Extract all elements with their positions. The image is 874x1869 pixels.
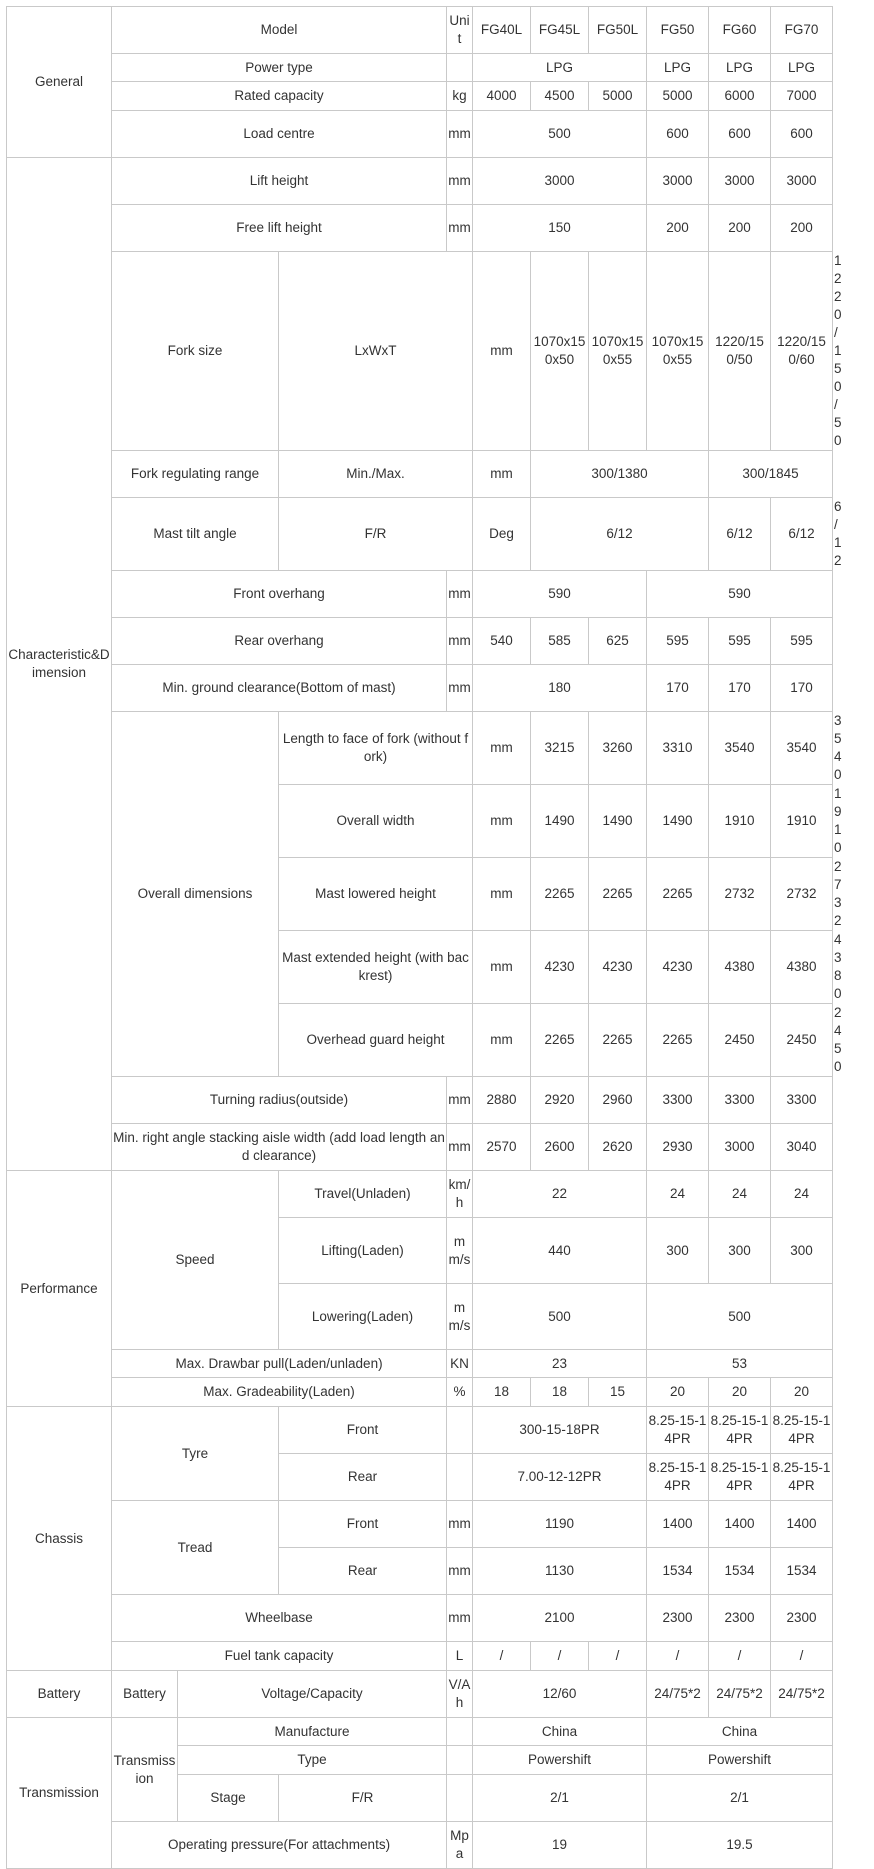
- value-cell: 1490: [531, 785, 589, 858]
- value-cell: LPG: [473, 54, 647, 82]
- spec-row: [7, 665, 833, 712]
- value-cell: LPG: [647, 54, 709, 82]
- unit-cell: [447, 1775, 473, 1822]
- value-cell: 1190: [473, 1501, 647, 1548]
- spec-label: Rear overhang: [112, 618, 447, 665]
- value-cell: 3000: [709, 1124, 771, 1171]
- value-cell: China: [473, 1718, 647, 1746]
- unit-cell: km/h: [447, 1171, 473, 1218]
- value-cell: 2620: [589, 1124, 647, 1171]
- value-cell: 595: [771, 618, 833, 665]
- value-cell: 2/1: [473, 1775, 647, 1822]
- unit-cell: Unit: [447, 7, 473, 54]
- value-cell: 1910: [771, 785, 833, 858]
- value-cell: 24: [709, 1171, 771, 1218]
- unit-cell: mm: [447, 571, 473, 618]
- spec-label: Power type: [112, 54, 447, 82]
- spec-row: [7, 1407, 833, 1454]
- value-cell: 625: [589, 618, 647, 665]
- value-cell: 1070x150x55: [589, 252, 647, 451]
- value-cell: /: [709, 1642, 771, 1671]
- spec-label: Wheelbase: [112, 1595, 447, 1642]
- value-cell: 1490: [589, 785, 647, 858]
- spec-label: Lift height: [112, 158, 447, 205]
- value-cell: 1220/150/60: [771, 252, 833, 451]
- value-cell: 170: [709, 665, 771, 712]
- value-cell: 8.25-15-14PR: [647, 1454, 709, 1501]
- model-header: FG60: [709, 7, 771, 54]
- value-cell: 150: [473, 205, 647, 252]
- value-cell: 300-15-18PR: [473, 1407, 647, 1454]
- value-cell: 2265: [531, 1004, 589, 1077]
- spec-sublabel: Rear: [279, 1548, 447, 1595]
- unit-cell: mm: [473, 712, 531, 785]
- spec-sublabel: Mast lowered height: [279, 858, 473, 931]
- spec-row: [7, 618, 833, 665]
- spec-table-body: [7, 7, 842, 1869]
- value-cell: 6/12: [531, 498, 709, 571]
- value-cell: 24: [647, 1171, 709, 1218]
- value-cell: 200: [771, 205, 833, 252]
- spec-label: Min. ground clearance(Bottom of mast): [112, 665, 447, 712]
- spec-sublabel: Voltage/Capacity: [178, 1671, 447, 1718]
- value-cell: 3000: [473, 158, 647, 205]
- value-cell: 8.25-15-14PR: [709, 1407, 771, 1454]
- value-cell: 4000: [473, 82, 531, 111]
- value-cell: 600: [709, 111, 771, 158]
- value-cell: 180: [473, 665, 647, 712]
- spec-sublabel: Travel(Unladen): [279, 1171, 447, 1218]
- value-cell: 20: [771, 1378, 833, 1407]
- value-cell: LPG: [771, 54, 833, 82]
- spec-row: Fork size LxWxT mm 1070x150x50 1070x150x55 1070x150x55 1220/150/50 1220/150/60 1220/150/50: [7, 252, 833, 451]
- unit-cell: mm: [473, 451, 531, 498]
- value-cell: 20: [709, 1378, 771, 1407]
- value-cell: 23: [473, 1350, 647, 1378]
- spec-row: Overall dimensions Length to face of fork (without fork) mm 3215 3260 3310 3540 3540 3540: [7, 712, 833, 785]
- value-cell: 300: [771, 1218, 833, 1284]
- value-cell: 2265: [531, 858, 589, 931]
- spec-sublabel: Mast extended height (with backrest): [279, 931, 473, 1004]
- spec-sublabel: Min./Max.: [279, 451, 473, 498]
- value-cell: 500: [647, 1284, 833, 1350]
- value-cell: 3215: [531, 712, 589, 785]
- unit-cell: L: [447, 1642, 473, 1671]
- value-cell: 590: [647, 571, 833, 618]
- value-cell: 1534: [771, 1548, 833, 1595]
- unit-cell: [447, 1454, 473, 1501]
- value-cell: 2450: [709, 1004, 771, 1077]
- spec-table: [6, 6, 842, 1869]
- value-cell: 1910: [709, 785, 771, 858]
- value-cell: 2100: [473, 1595, 647, 1642]
- spec-sublabel: Stage: [178, 1775, 279, 1822]
- unit-cell: KN: [447, 1350, 473, 1378]
- value-cell: 24/75*2: [709, 1671, 771, 1718]
- value-cell: 440: [473, 1218, 647, 1284]
- spec-row: [7, 451, 833, 498]
- value-cell: 540: [473, 618, 531, 665]
- spec-row: [7, 1124, 833, 1171]
- spec-label: Model: [112, 7, 447, 54]
- spec-label: Min. right angle stacking aisle width (add load length and clearance): [112, 1124, 447, 1171]
- value-cell: 300/1380: [531, 451, 709, 498]
- spec-sublabel: LxWxT: [279, 252, 473, 451]
- value-cell: 170: [771, 665, 833, 712]
- section-general: General: [7, 7, 112, 158]
- spec-row: [7, 1171, 833, 1218]
- value-cell: 300/1845: [709, 451, 833, 498]
- value-cell: 1490: [647, 785, 709, 858]
- spec-label: Fuel tank capacity: [112, 1642, 447, 1671]
- value-cell: 8.25-15-14PR: [647, 1407, 709, 1454]
- section-characteristic-dimension: Characteristic&Dimension: [7, 158, 112, 1171]
- spec-label: Tyre: [112, 1407, 279, 1501]
- unit-cell: mm: [447, 1077, 473, 1124]
- unit-cell: mm: [473, 785, 531, 858]
- value-cell: 3540: [771, 712, 833, 785]
- value-cell: 3000: [647, 158, 709, 205]
- value-cell: 2732: [771, 858, 833, 931]
- value-cell: 18: [531, 1378, 589, 1407]
- spec-row: [7, 1718, 833, 1746]
- value-cell: 500: [473, 1284, 647, 1350]
- value-cell: 2300: [709, 1595, 771, 1642]
- value-cell: 6/12: [771, 498, 833, 571]
- spec-label: Fork size: [112, 252, 279, 451]
- value-cell: 300: [709, 1218, 771, 1284]
- value-cell: /: [531, 1642, 589, 1671]
- value-cell: /: [473, 1642, 531, 1671]
- unit-cell: V/Ah: [447, 1671, 473, 1718]
- value-cell: 5000: [589, 82, 647, 111]
- spec-sublabel: Lowering(Laden): [279, 1284, 447, 1350]
- spec-row: [7, 1595, 833, 1642]
- unit-cell: Mpa: [447, 1822, 473, 1869]
- value-cell: 2600: [531, 1124, 589, 1171]
- value-cell: 8.25-15-14PR: [771, 1454, 833, 1501]
- value-cell: 2265: [647, 1004, 709, 1077]
- value-cell: 7.00-12-12PR: [473, 1454, 647, 1501]
- value-cell: 8.25-15-14PR: [709, 1454, 771, 1501]
- spec-row: [7, 1077, 833, 1124]
- value-cell: 3040: [771, 1124, 833, 1171]
- value-cell: /: [589, 1642, 647, 1671]
- value-cell: 1220/150/50: [709, 252, 771, 451]
- unit-cell: mm: [447, 1595, 473, 1642]
- value-cell: 6000: [709, 82, 771, 111]
- model-header: FG45L: [531, 7, 589, 54]
- value-cell: 12/60: [473, 1671, 647, 1718]
- unit-cell: mm: [447, 158, 473, 205]
- value-cell: 3000: [709, 158, 771, 205]
- section-performance: Performance: [7, 1171, 112, 1407]
- value-cell: 22: [473, 1171, 647, 1218]
- value-cell: /: [771, 1642, 833, 1671]
- value-cell: 6/12: [709, 498, 771, 571]
- spec-row: Mast extended height (with backrest) mm 4230 4230 4230 4380 4380 4380: [7, 931, 833, 1004]
- value-cell: 3300: [647, 1077, 709, 1124]
- value-cell: 4230: [531, 931, 589, 1004]
- unit-cell: mm: [447, 1548, 473, 1595]
- value-cell: 7000: [771, 82, 833, 111]
- model-header: FG50: [647, 7, 709, 54]
- value-cell: 595: [709, 618, 771, 665]
- spec-row: [7, 158, 833, 205]
- unit-cell: [447, 54, 473, 82]
- value-cell: 2/1: [647, 1775, 833, 1822]
- unit-cell: [447, 1407, 473, 1454]
- value-cell: 4380: [709, 931, 771, 1004]
- section-chassis: Chassis: [7, 1407, 112, 1671]
- value-cell: 4230: [647, 931, 709, 1004]
- value-cell: Powershift: [473, 1746, 647, 1775]
- value-cell: 1534: [647, 1548, 709, 1595]
- spec-row: [7, 111, 833, 158]
- value-cell: 20: [647, 1378, 709, 1407]
- value-cell: 2265: [589, 858, 647, 931]
- spec-label: Front overhang: [112, 571, 447, 618]
- spec-label: Fork regulating range: [112, 451, 279, 498]
- value-cell: 2732: [709, 858, 771, 931]
- unit-cell: mm: [473, 252, 531, 451]
- spec-label: Battery: [112, 1671, 178, 1718]
- value-cell: 200: [647, 205, 709, 252]
- value-cell: 2570: [473, 1124, 531, 1171]
- section-transmission: Transmission: [7, 1718, 112, 1869]
- spec-label: Speed: [112, 1171, 279, 1350]
- value-cell: 2265: [647, 858, 709, 931]
- spec-row: [7, 1822, 833, 1869]
- value-cell: 19: [473, 1822, 647, 1869]
- spec-row: Mast lowered height mm 2265 2265 2265 2732 2732 2732: [7, 858, 833, 931]
- spec-row: [7, 205, 833, 252]
- spec-row: [7, 7, 833, 54]
- value-cell: 3300: [771, 1077, 833, 1124]
- unit-cell: [447, 1718, 473, 1746]
- value-cell: 1400: [709, 1501, 771, 1548]
- value-cell: 19.5: [647, 1822, 833, 1869]
- value-cell: 1400: [771, 1501, 833, 1548]
- spec-row: [7, 54, 833, 82]
- model-header: FG40L: [473, 7, 531, 54]
- value-cell: 3310: [647, 712, 709, 785]
- value-cell: 590: [473, 571, 647, 618]
- spec-label: Load centre: [112, 111, 447, 158]
- spec-label: Max. Drawbar pull(Laden/unladen): [112, 1350, 447, 1378]
- spec-label: Mast tilt angle: [112, 498, 279, 571]
- value-cell: 24: [771, 1171, 833, 1218]
- value-cell: 18: [473, 1378, 531, 1407]
- value-cell: 24/75*2: [771, 1671, 833, 1718]
- spec-sublabel: Manufacture: [178, 1718, 447, 1746]
- value-cell: 500: [473, 111, 647, 158]
- value-cell: 4500: [531, 82, 589, 111]
- spec-sublabel: Type: [178, 1746, 447, 1775]
- unit-cell: %: [447, 1378, 473, 1407]
- value-cell: 600: [647, 111, 709, 158]
- value-cell: 2265: [589, 1004, 647, 1077]
- value-cell: 53: [647, 1350, 833, 1378]
- value-cell: China: [647, 1718, 833, 1746]
- unit-cell: [447, 1746, 473, 1775]
- value-cell: 1070x150x55: [647, 252, 709, 451]
- value-cell: 2300: [647, 1595, 709, 1642]
- spec-row: Overhead guard height mm 2265 2265 2265 2450 2450 2450: [7, 1004, 833, 1077]
- unit-cell: mm: [473, 858, 531, 931]
- value-cell: 585: [531, 618, 589, 665]
- spec-sublabel: Overall width: [279, 785, 473, 858]
- spec-row: Overall width mm 1490 1490 1490 1910 1910 1910: [7, 785, 833, 858]
- spec-row: [7, 1350, 833, 1378]
- spec-row: [7, 1642, 833, 1671]
- value-cell: 1400: [647, 1501, 709, 1548]
- value-cell: 4380: [771, 931, 833, 1004]
- unit-cell: mm: [447, 1124, 473, 1171]
- spec-label: Rated capacity: [112, 82, 447, 111]
- unit-cell: mm: [473, 931, 531, 1004]
- spec-sublabel: Rear: [279, 1454, 447, 1501]
- spec-row: [7, 1501, 833, 1548]
- model-header: FG70: [771, 7, 833, 54]
- value-cell: 2960: [589, 1077, 647, 1124]
- value-cell: 595: [647, 618, 709, 665]
- spec-label: Max. Gradeability(Laden): [112, 1378, 447, 1407]
- value-cell: LPG: [709, 54, 771, 82]
- value-cell: 8.25-15-14PR: [771, 1407, 833, 1454]
- value-cell: 15: [589, 1378, 647, 1407]
- value-cell: 4230: [589, 931, 647, 1004]
- unit-cell: mm: [447, 1501, 473, 1548]
- value-cell: 200: [709, 205, 771, 252]
- spec-sublabel: F/R: [279, 1775, 447, 1822]
- value-cell: /: [647, 1642, 709, 1671]
- value-cell: 1534: [709, 1548, 771, 1595]
- spec-label: Tread: [112, 1501, 279, 1595]
- unit-cell: kg: [447, 82, 473, 111]
- unit-cell: mm: [447, 618, 473, 665]
- spec-label: Operating pressure(For attachments): [112, 1822, 447, 1869]
- value-cell: 1130: [473, 1548, 647, 1595]
- spec-label: Free lift height: [112, 205, 447, 252]
- unit-cell: mm: [447, 205, 473, 252]
- unit-cell: Deg: [473, 498, 531, 571]
- value-cell: Powershift: [647, 1746, 833, 1775]
- unit-cell: mm/s: [447, 1218, 473, 1284]
- unit-cell: mm: [447, 665, 473, 712]
- spec-sublabel: Front: [279, 1501, 447, 1548]
- spec-row: [7, 82, 833, 111]
- value-cell: 3540: [709, 712, 771, 785]
- value-cell: 600: [771, 111, 833, 158]
- spec-sublabel: F/R: [279, 498, 473, 571]
- value-cell: 170: [647, 665, 709, 712]
- value-cell: 1070x150x50: [531, 252, 589, 451]
- section-battery: Battery: [7, 1671, 112, 1718]
- unit-cell: mm: [473, 1004, 531, 1077]
- value-cell: 2300: [771, 1595, 833, 1642]
- spec-sublabel: Front: [279, 1407, 447, 1454]
- unit-cell: mm: [447, 111, 473, 158]
- spec-row: [7, 571, 833, 618]
- value-cell: 3000: [771, 158, 833, 205]
- value-cell: 24/75*2: [647, 1671, 709, 1718]
- value-cell: 2920: [531, 1077, 589, 1124]
- spec-row: Mast tilt angle F/R Deg 6/12 6/12 6/12 6/12: [7, 498, 833, 571]
- value-cell: 2450: [771, 1004, 833, 1077]
- spec-row: [7, 1378, 833, 1407]
- value-cell: 2930: [647, 1124, 709, 1171]
- spec-sublabel: Length to face of fork (without fork): [279, 712, 473, 785]
- spec-sublabel: Lifting(Laden): [279, 1218, 447, 1284]
- spec-label: Overall dimensions: [112, 712, 279, 1077]
- spec-sublabel: Overhead guard height: [279, 1004, 473, 1077]
- unit-cell: mm/s: [447, 1284, 473, 1350]
- value-cell: 5000: [647, 82, 709, 111]
- value-cell: 2880: [473, 1077, 531, 1124]
- value-cell: 3260: [589, 712, 647, 785]
- value-cell: 3300: [709, 1077, 771, 1124]
- model-header: FG50L: [589, 7, 647, 54]
- spec-row: [7, 1671, 833, 1718]
- value-cell: 300: [647, 1218, 709, 1284]
- spec-label: Transmission: [112, 1718, 178, 1822]
- spec-label: Turning radius(outside): [112, 1077, 447, 1124]
